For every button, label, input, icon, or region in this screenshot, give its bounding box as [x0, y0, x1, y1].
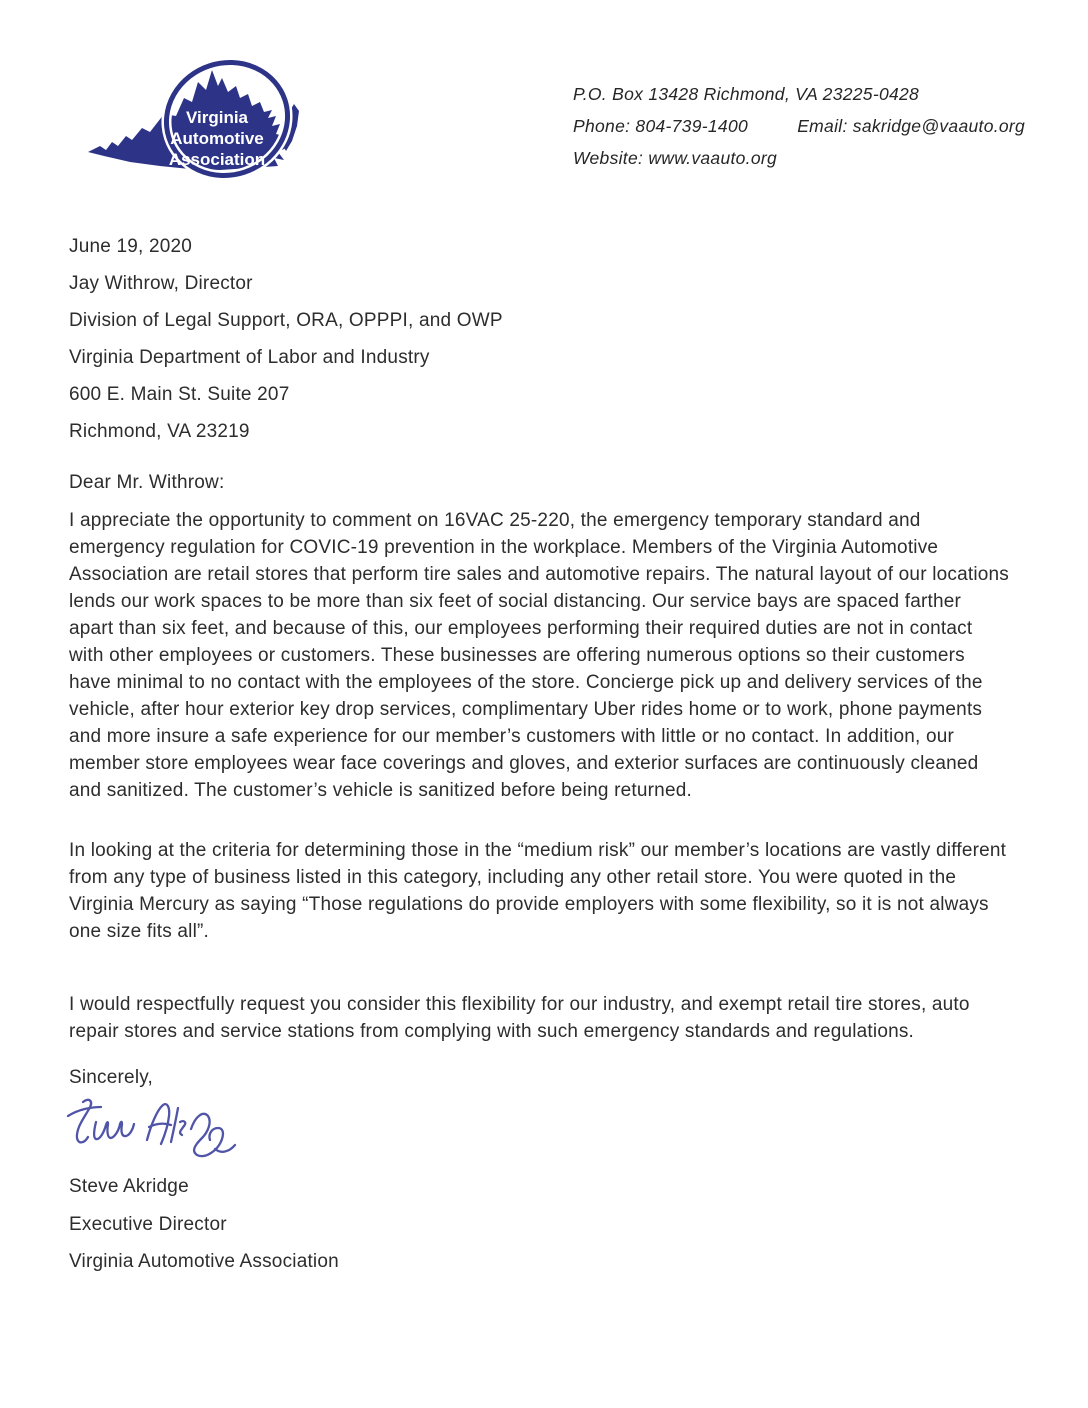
recipient-street-line: 600 E. Main St. Suite 207	[69, 384, 290, 405]
signer-title: Executive Director	[69, 1213, 227, 1235]
letterhead-contact-block	[573, 84, 1025, 180]
signer-name: Steve Akridge	[69, 1176, 189, 1197]
virginia-automotive-association-logo-icon	[80, 56, 305, 204]
logo-text-virginia: Virginia	[185, 108, 249, 127]
paragraph-3: I would respectfully request you consider this flexibility for our industry, and exempt retail tire stores, auto repair stores and service stations from complying with such emergency standards and regulations.	[69, 994, 970, 1042]
salutation: Dear Mr. Withrow:	[69, 472, 225, 493]
paragraph-2: In looking at the criteria for determining those in the “medium risk” our member’s locations are vastly different from any type of business listed in this category, including any other retail store. You were quoted in the Virginia Mercury as saying “Those regulations do provide employers with some flexibility, so it is not always one size fits all”.	[69, 840, 1007, 942]
letter-body	[69, 236, 1010, 1289]
contact-email: Email: sakridge@vaauto.org	[797, 116, 1026, 136]
logo-text-automotive: Automotive	[170, 129, 264, 148]
letterhead-logo	[80, 56, 305, 209]
recipient-department-line: Virginia Department of Labor and Industry	[69, 347, 430, 368]
recipient-division-line: Division of Legal Support, ORA, OPPPI, and OWP	[69, 310, 503, 331]
paragraph-1: I appreciate the opportunity to comment on 16VAC 25-220, the emergency temporary standard and emergency regulation for COVIC-19 prevention in the workplace. Members of the Virginia Automotive Association are retail stores that perform tire sales and automotive repairs. The natural layout of our locations lends our work spaces to be more than six feet of social distancing. Our service bays are spaced farther apart than six feet, and because of this, our employees performing their required duties are not in contact with other employees or customers. These businesses are offering numerous options so their customers have minimal to no contact with the employees of the store. Concierge pick up and delivery services of the vehicle, after hour exterior key drop services, complimentary Uber rides home or to work, phone payments and more insure a safe experience for our member’s customers with little or no contact. In addition, our member store employees wear face coverings and gloves, and exterior surfaces are continuously cleaned and sanitized. The customer’s vehicle is sanitized before being returned.	[69, 510, 1009, 801]
contact-phone: Phone: 804-739-1400	[573, 116, 749, 136]
contact-address: P.O. Box 13428 Richmond, VA 23225-0428	[573, 84, 920, 104]
signer-organization: Virginia Automotive Association	[69, 1251, 339, 1272]
recipient-city-line: Richmond, VA 23219	[69, 421, 250, 442]
logo-text-association: Association	[168, 150, 266, 169]
signature-block	[63, 1092, 1010, 1164]
letter-date: June 19, 2020	[69, 236, 193, 257]
recipient-name-line: Jay Withrow, Director	[69, 273, 253, 294]
contact-website: Website: www.vaauto.org	[573, 148, 778, 168]
closing: Sincerely,	[69, 1067, 154, 1088]
contact-phone-email-line	[573, 116, 1025, 136]
handwritten-signature-icon	[63, 1092, 243, 1164]
